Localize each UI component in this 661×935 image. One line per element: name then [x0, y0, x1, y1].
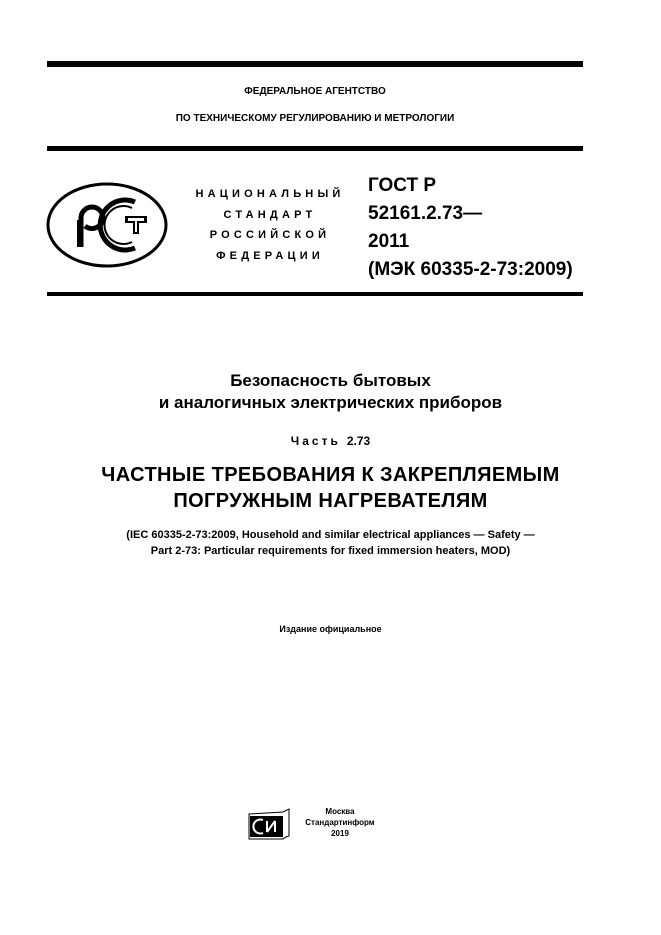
- bottom-rule: [47, 292, 583, 296]
- middle-rule: [47, 146, 583, 151]
- publisher-info: Москва Стандартинформ 2019: [305, 807, 375, 838]
- standard-designation: ГОСТ Р 52161.2.73— 2011 (МЭК 60335-2-73:2009): [368, 175, 573, 280]
- iec-reference: (IEC 60335-2-73:2009, Household and similar electrical appliances — Safety — Part 2-73: Particular requirements for fixed immersion heaters, MOD): [126, 529, 535, 557]
- gost-r-pct-logo-icon: [45, 180, 170, 270]
- top-rule: [47, 61, 583, 67]
- national-standard-label: НАЦИОНАЛЬНЫЙ СТАНДАРТ РОССИЙСКОЙ ФЕДЕРАЦИИ: [195, 188, 345, 262]
- specific-title: ЧАСТНЫЕ ТРЕБОВАНИЯ К ЗАКРЕПЛЯЕМЫМ ПОГРУЖНЫМ НАГРЕВАТЕЛЯМ: [101, 464, 560, 512]
- part-number: Часть 2.73: [290, 434, 371, 448]
- standartinform-logo-icon: [247, 808, 291, 840]
- edition-label: Издание официальное: [279, 624, 382, 634]
- general-title: Безопасность бытовых и аналогичных электрических приборов: [158, 371, 503, 412]
- agency-line-1: ФЕДЕРАЛЬНОЕ АГЕНТСТВО: [244, 86, 386, 97]
- agency-line-2: ПО ТЕХНИЧЕСКОМУ РЕГУЛИРОВАНИЮ И МЕТРОЛОГИИ: [175, 113, 455, 124]
